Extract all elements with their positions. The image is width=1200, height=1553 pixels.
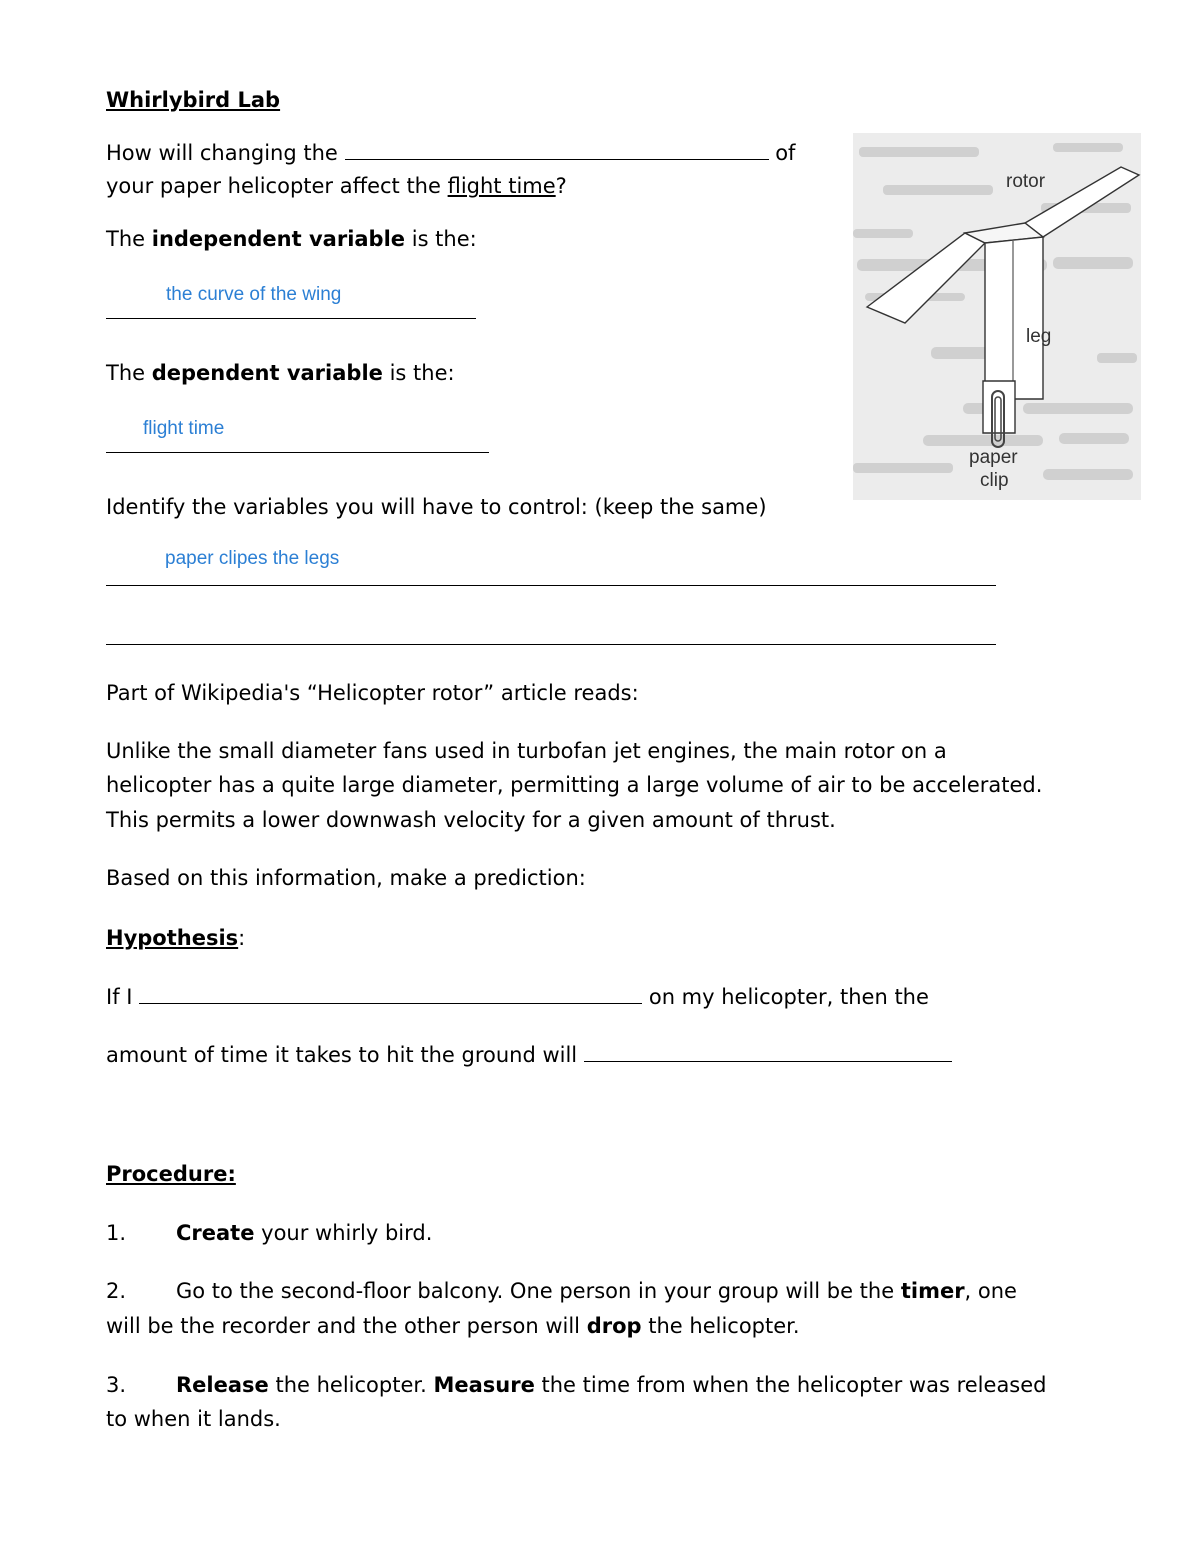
control-variables-prompt: Identify the variables you will have to control: (keep the same) bbox=[106, 495, 767, 519]
question-blank[interactable] bbox=[345, 159, 769, 160]
dependent-variable-prompt: The dependent variable is the: bbox=[106, 361, 455, 385]
procedure-step-3-continued: to when it lands. bbox=[106, 1407, 281, 1431]
independent-variable-answer[interactable]: the curve of the wing bbox=[166, 284, 342, 305]
rotor-label: rotor bbox=[1006, 171, 1046, 192]
hypothesis-line-2: amount of time it takes to hit the ground will bbox=[106, 1042, 952, 1068]
helicopter-diagram bbox=[853, 133, 1141, 500]
procedure-step-3: 3. Release the helicopter. Measure the time from when the helicopter was released bbox=[106, 1373, 1047, 1397]
procedure-step-1: 1. Create your whirly bird. bbox=[106, 1221, 433, 1245]
helicopter-diagram-svg bbox=[853, 133, 1141, 500]
question-line-1: How will changing the of bbox=[106, 141, 796, 165]
hypothesis-line-1: If I on my helicopter, then the bbox=[106, 985, 929, 1009]
procedure-heading: Procedure: bbox=[106, 1162, 236, 1186]
paper-clip-label-line-1: paper bbox=[969, 447, 1018, 468]
hypothesis-result-blank[interactable] bbox=[584, 1061, 952, 1062]
control-answer-line-1 bbox=[106, 585, 996, 586]
hypothesis-change-blank[interactable] bbox=[139, 1003, 642, 1004]
wikipedia-intro: Part of Wikipedia's “Helicopter rotor” article reads: bbox=[106, 681, 639, 705]
independent-variable-prompt: The independent variable is the: bbox=[106, 227, 477, 251]
wikipedia-line-2: helicopter has a quite large diameter, permitting a large volume of air to be accelerated. bbox=[106, 773, 1043, 797]
control-answer-line-2 bbox=[106, 644, 996, 645]
procedure-step-2-continued: will be the recorder and the other person will drop the helicopter. bbox=[106, 1314, 800, 1338]
independent-answer-line bbox=[106, 318, 476, 319]
question-line-2: your paper helicopter affect the flight time? bbox=[106, 174, 567, 198]
procedure-step-2: 2. Go to the second-floor balcony. One person in your group will be the timer, one bbox=[106, 1279, 1017, 1303]
dependent-variable-answer[interactable]: flight time bbox=[143, 418, 225, 439]
hypothesis-heading: Hypothesis: bbox=[106, 926, 246, 950]
worksheet-title: Whirlybird Lab bbox=[106, 88, 281, 112]
prediction-prompt: Based on this information, make a prediction: bbox=[106, 866, 586, 890]
wikipedia-line-1: Unlike the small diameter fans used in turbofan jet engines, the main rotor on a bbox=[106, 739, 947, 763]
dependent-answer-line bbox=[106, 452, 489, 453]
leg-label: leg bbox=[1026, 326, 1052, 347]
control-variables-answer[interactable]: paper clipes the legs bbox=[165, 548, 340, 569]
wikipedia-line-3: This permits a lower downwash velocity for a given amount of thrust. bbox=[106, 808, 836, 832]
paper-clip-label-line-2: clip bbox=[980, 470, 1009, 491]
